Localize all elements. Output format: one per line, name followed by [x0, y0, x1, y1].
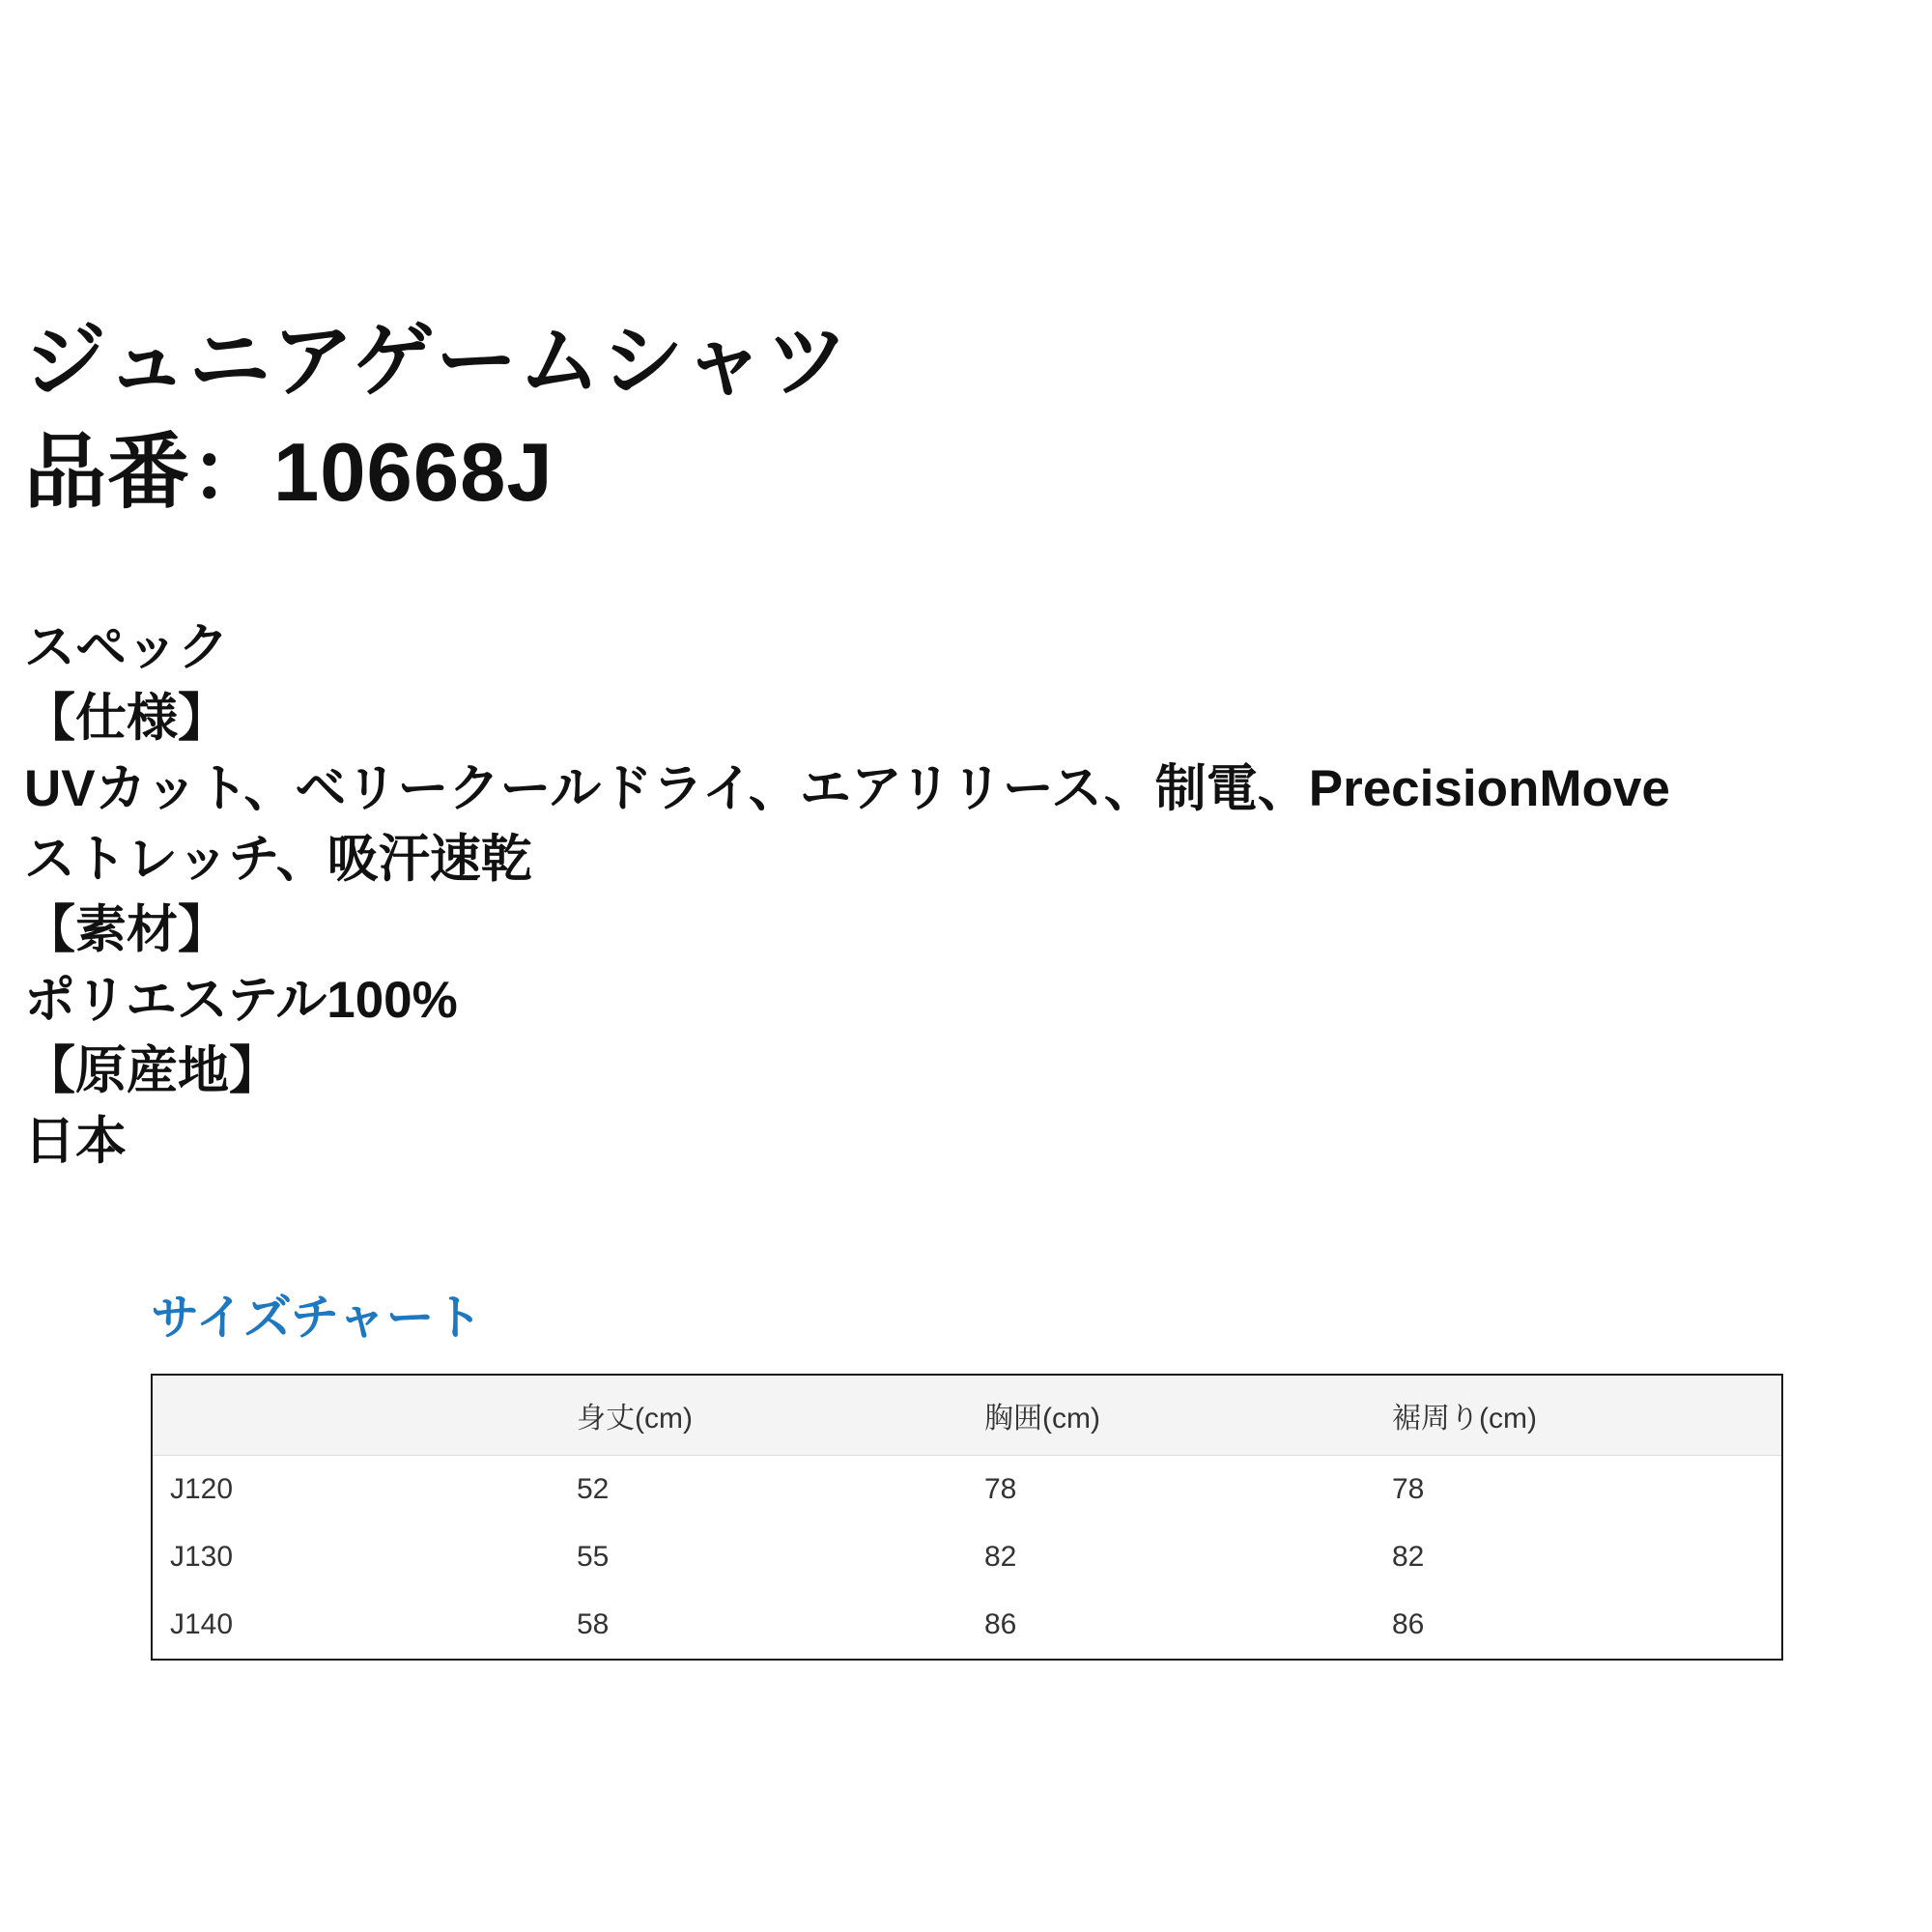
size-label: J130: [152, 1523, 559, 1591]
size-chart-header-hem: 裾周り(cm): [1375, 1375, 1782, 1456]
hem-value: 78: [1375, 1456, 1782, 1524]
size-chart-table: [151, 1374, 1783, 1661]
spec-line: 【仕様】: [24, 690, 229, 747]
product-title: ジュニアゲームシャツ: [24, 316, 850, 408]
spec-line: ストレッチ、吸汗速乾: [24, 831, 532, 888]
chest-value: 78: [967, 1456, 1375, 1524]
spec-line: 日本: [24, 1113, 127, 1170]
spec-line: ポリエステル100%: [24, 972, 458, 1029]
table-row: [152, 1523, 1782, 1591]
product-code: 品番：10668J: [24, 427, 554, 519]
spec-heading: スペック: [24, 619, 229, 676]
size-label: J120: [152, 1456, 559, 1524]
spec-line: 【原産地】: [24, 1042, 280, 1099]
spec-line: UVカット、ベリークールドライ、エアリリース、制電、PrecisionMove: [24, 760, 1670, 817]
spec-line: 【素材】: [24, 901, 229, 958]
body-length-value: 55: [559, 1523, 967, 1591]
size-label: J140: [152, 1591, 559, 1660]
size-chart-heading: サイズチャート: [151, 1291, 483, 1345]
size-chart-header-body-length: 身丈(cm): [559, 1375, 967, 1456]
table-row: [152, 1591, 1782, 1660]
chest-value: 86: [967, 1591, 1375, 1660]
size-chart-header-chest: 胸囲(cm): [967, 1375, 1375, 1456]
table-row: [152, 1456, 1782, 1524]
hem-value: 86: [1375, 1591, 1782, 1660]
body-length-value: 58: [559, 1591, 967, 1660]
size-chart-header-size: [152, 1375, 559, 1456]
size-chart-header-row: [152, 1375, 1782, 1456]
body-length-value: 52: [559, 1456, 967, 1524]
chest-value: 82: [967, 1523, 1375, 1591]
hem-value: 82: [1375, 1523, 1782, 1591]
spec-block: [24, 612, 1670, 1177]
product-title-block: [24, 306, 849, 528]
